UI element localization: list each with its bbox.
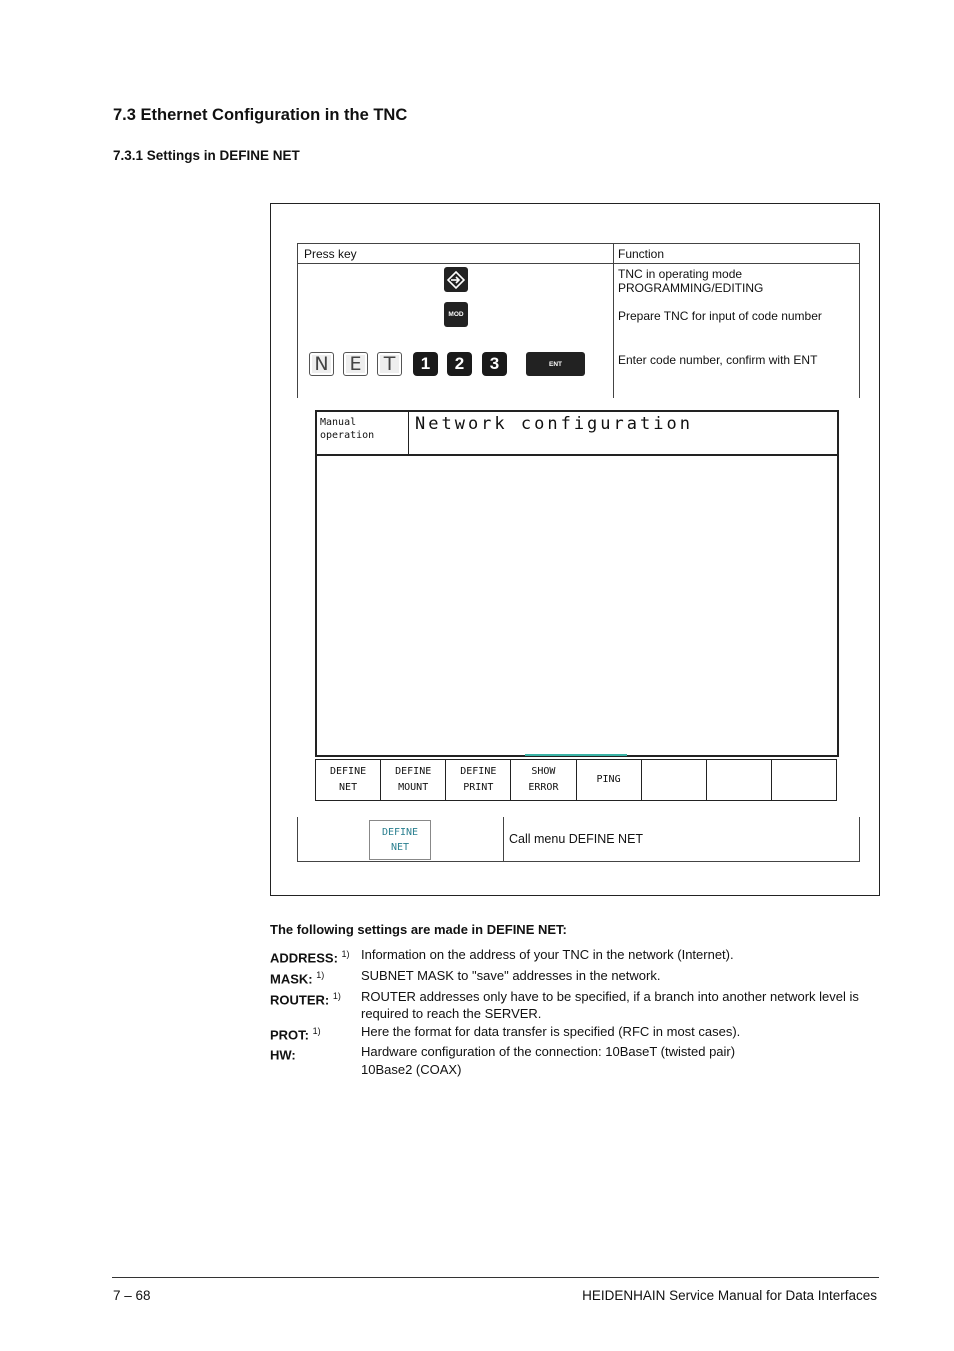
function-text-3: Enter code number, confirm with ENT <box>618 353 818 367</box>
softkey-define-net[interactable]: DEFINE NET <box>316 760 381 800</box>
setting-desc: Hardware configuration of the connection: 10BaseT (twisted pair) 10Base2 (COAX) <box>361 1044 736 1077</box>
footer-title: HEIDENHAIN Service Manual for Data Interfaces <box>582 1288 877 1303</box>
settings-lead: The following settings are made in DEFINE NET: <box>270 922 567 937</box>
screen-title: Network configuration <box>415 414 693 434</box>
key-t[interactable]: T <box>377 352 402 376</box>
section-title: 7.3 Ethernet Configuration in the TNC <box>113 106 408 124</box>
setting-desc: Here the format for data transfer is specified (RFC in most cases). <box>361 1023 741 1039</box>
softkey-empty-6[interactable] <box>642 760 707 800</box>
key-3[interactable]: 3 <box>482 352 507 376</box>
setting-row <box>270 967 880 988</box>
softkey-empty-8[interactable] <box>772 760 836 800</box>
programming-mode-key-icon[interactable] <box>444 267 468 292</box>
call-menu-row <box>297 817 860 862</box>
softkey-empty-7[interactable] <box>707 760 772 800</box>
active-softkey-indicator <box>525 754 627 756</box>
setting-term: ADDRESS: $^{1)}$ <box>270 949 350 966</box>
function-header: Function <box>618 247 665 261</box>
setting-desc: SUBNET MASK to "save" addresses in the network. <box>361 967 661 983</box>
setting-term: MASK: $^{1)}$ <box>270 969 325 987</box>
key-1[interactable]: 1 <box>413 352 438 376</box>
softkey-define-print[interactable]: DEFINE PRINT <box>446 760 511 800</box>
setting-row <box>270 1023 880 1044</box>
ent-key[interactable]: ENT <box>526 352 585 376</box>
softkey-define-mount[interactable]: DEFINE MOUNT <box>381 760 446 800</box>
setting-term: HW: <box>270 1047 296 1063</box>
key-n[interactable]: N <box>309 352 334 376</box>
settings-list <box>270 946 880 1078</box>
setting-row <box>270 988 880 1023</box>
setting-desc: Information on the address of your TNC in the network (Internet). <box>361 947 734 962</box>
setting-desc: ROUTER addresses only have to be specified, if a branch into another network level is required to reach the SERVER. <box>361 988 859 1022</box>
footer-rule <box>112 1277 879 1278</box>
operating-mode-label: Manual operation <box>320 417 375 441</box>
setting-term: ROUTER: $^{1)}$ <box>270 990 341 1007</box>
setting-row <box>270 946 880 967</box>
function-text-1: TNC in operating mode PROGRAMMING/EDITING <box>618 267 764 295</box>
softkey-show-error[interactable]: SHOW ERROR <box>511 760 576 800</box>
tnc-screen <box>315 410 839 757</box>
setting-term: PROT: $^{1)}$ <box>270 1025 321 1042</box>
subsection-title: 7.3.1 Settings in DEFINE NET <box>113 148 300 163</box>
define-net-softkey-image[interactable]: DEFINE NET <box>369 820 431 860</box>
softkey-ping[interactable]: PING <box>577 760 642 800</box>
call-menu-text: Call menu DEFINE NET <box>509 832 644 846</box>
programming-edit-icon <box>447 271 465 289</box>
key-e[interactable]: E <box>343 352 368 376</box>
setting-row <box>270 1043 880 1078</box>
mod-key[interactable]: MOD <box>444 302 468 327</box>
function-text-2: Prepare TNC for input of code number <box>618 309 822 323</box>
press-key-header: Press key <box>304 247 357 261</box>
page-number: 7 – 68 <box>113 1288 151 1303</box>
key-2[interactable]: 2 <box>447 352 472 376</box>
softkey-row <box>315 759 837 801</box>
